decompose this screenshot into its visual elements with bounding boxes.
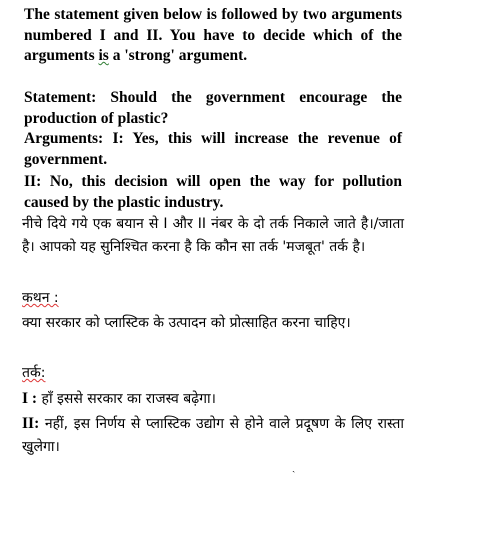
statement-text: Should the government encourage the production of plastic? xyxy=(24,89,402,127)
hindi-statement-text: क्या सरकार को प्लास्टिक के उत्पादन को प्रोत्साहित करना चाहिए। xyxy=(22,315,351,331)
hindi-arg1-text: हाँ इससे सरकार का राजस्व बढ़ेगा। xyxy=(37,391,216,407)
hindi-statement-label-text: कथन : xyxy=(22,290,59,306)
statement-label: Statement: xyxy=(24,89,97,106)
english-intro xyxy=(24,5,402,67)
arguments-label: Arguments: xyxy=(24,130,104,147)
arg1-label: I: xyxy=(103,130,124,147)
hindi-arguments-label xyxy=(22,362,404,385)
hindi-intro: नीचे दिये गये एक बयान से I और II नंबर के दो तर्क निकाले जाते है।/जाता है। आपको यह सुनिश्चित करना है कि कौन सा तर्क 'मजबूत' तर्क है। xyxy=(22,216,404,255)
arg1-text: Yes, this will increase the revenue of government. xyxy=(24,130,402,168)
hindi-argument-2 xyxy=(22,412,404,459)
english-argument-2 xyxy=(24,172,402,213)
arg2-label: II: xyxy=(24,173,42,190)
hindi-statement-label xyxy=(22,287,404,310)
hindi-argument-1 xyxy=(22,387,404,411)
hindi-arg1-label: I : xyxy=(22,390,38,407)
intro-word-is: is xyxy=(98,47,109,64)
hindi-arg2-label: II: xyxy=(22,415,40,432)
intro-text-a: The statement given below is followed by two arguments numbered I and II. You have to decide which of the arguments xyxy=(24,6,402,64)
hindi-arg2-text: नहीं, इस निर्णय से प्लास्टिक उद्योग से होने वाले प्रदूषण के लिए रास्ता खुलेगा। xyxy=(22,416,404,455)
hindi-arguments-label-text: तर्क: xyxy=(22,365,46,381)
arg2-text: No, this decision will open the way for pollution caused by the plastic industry. xyxy=(24,173,402,211)
english-statement xyxy=(24,88,402,129)
intro-text-b: a 'strong' argument. xyxy=(108,47,248,64)
stray-mark: ˎ xyxy=(292,462,296,473)
english-argument-1 xyxy=(24,129,402,170)
